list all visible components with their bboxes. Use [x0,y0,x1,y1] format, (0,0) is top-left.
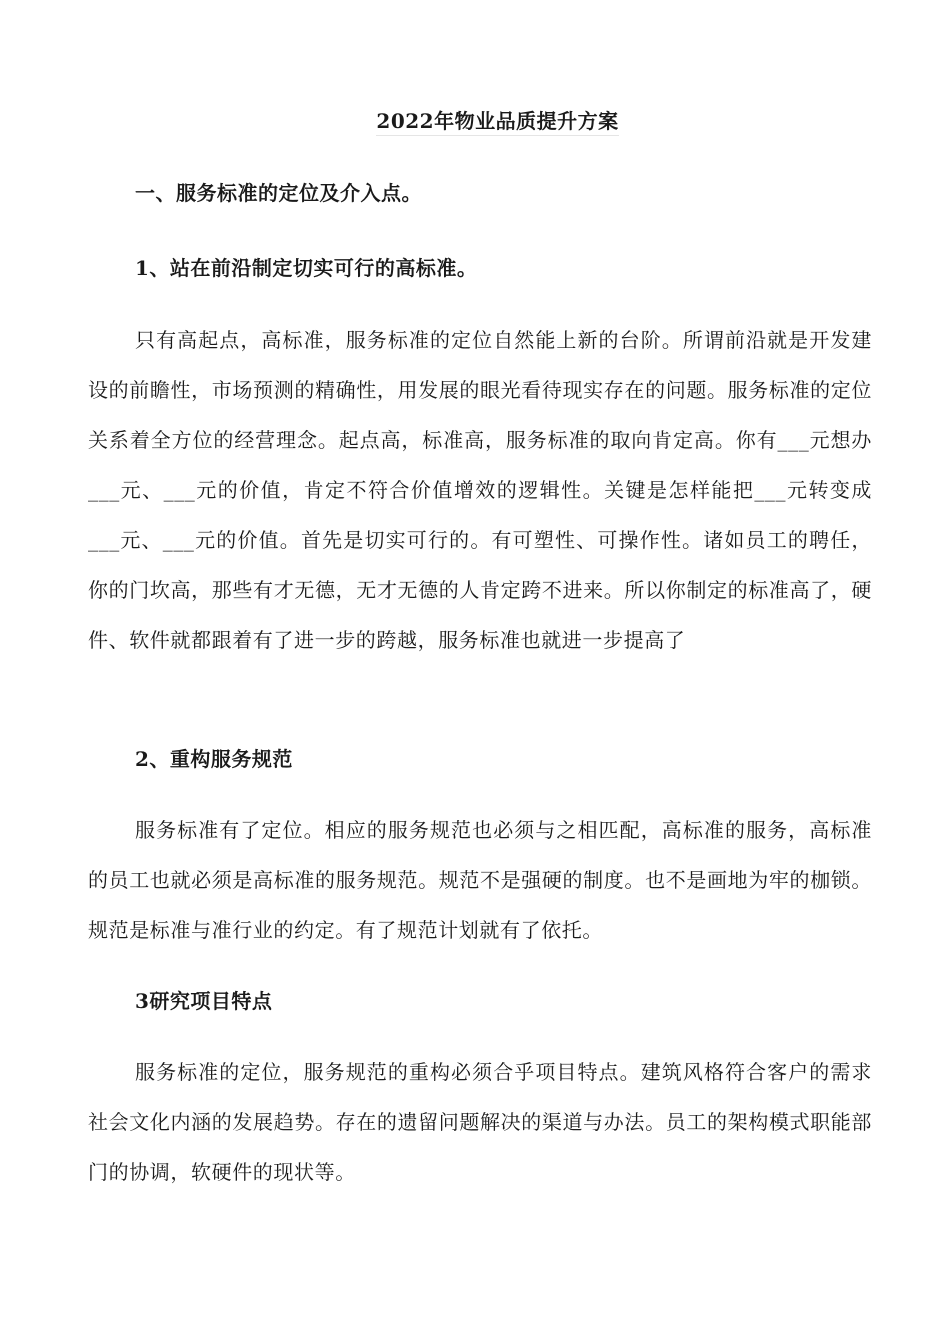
subsection-heading-1: 1、站在前沿制定切实可行的高标准。 [135,256,478,280]
subsection-body-2: 服务标准有了定位。相应的服务规范也必须与之相匹配，高标准的服务，高标准的员工也就必须是高标准的服务规范。规范不是强硬的制度。也不是画地为牢的枷锁。规范是标准与准行业的约定。有了规范计划就有了依托。 [88,818,872,942]
subsection-body-3: 服务标准的定位，服务规范的重构必须合乎项目特点。建筑风格符合客户的需求社会文化内涵的发展趋势。存在的遗留问题解决的渠道与办法。员工的架构模式职能部门的协调，软硬件的现状等。 [88,1060,872,1184]
subsection-heading-2: 2、重构服务规范 [135,747,293,771]
section-heading: 一、服务标准的定位及介入点。 [135,181,422,205]
subsection-body-1: 只有高起点，高标准，服务标准的定位自然能上新的台阶。所谓前沿就是开发建设的前瞻性，市场预测的精确性，用发展的眼光看待现实存在的问题。服务标准的定位关系着全方位的经营理念。起点高，标准高，服务标准的取向肯定高。你有___元想办___元、___元的价值，肯定不符合价值增效的逻辑性。关键是怎样能把___元转变成___元、___元的价值。首先是切实可行的。有可塑性、可操作性。诸如员工的聘任，你的门坎高，那些有才无德，无才无德的人肯定跨不进来。所以你制定的标准高了，硬件、软件就都跟着有了进一步的跨越，服务标准也就进一步提高了 [88,328,872,652]
document-title [0,106,950,136]
subsection-heading-3: 3研究项目特点 [135,989,273,1013]
document-title-text: 2022年物业品质提升方案 [376,109,618,136]
